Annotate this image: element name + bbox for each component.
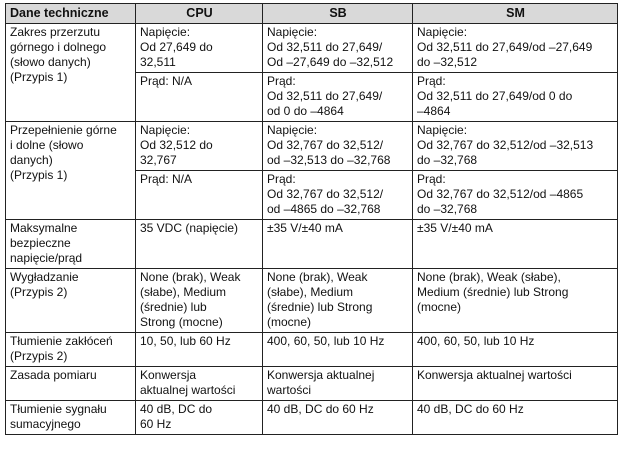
cell-sb: 40 dB, DC do 60 Hz (263, 401, 413, 435)
cell-cpu: None (brak), Weak (słabe), Medium (średnie) lub Strong (mocne) (136, 269, 263, 333)
row-label-max-safe: Maksymalne bezpieczne napięcie/prąd (6, 220, 136, 269)
header-technical-data: Dane techniczne (6, 4, 136, 24)
cell-sm: Konwersja aktualnej wartości (413, 367, 618, 401)
cell-cpu: Napięcie: Od 27,649 do 32,511 (136, 24, 263, 73)
table-row (6, 24, 618, 73)
cell-sm: Prąd: Od 32,511 do 27,649/od 0 do –4864 (413, 73, 618, 122)
cell-sb: None (brak), Weak (słabe), Medium (średnie) lub Strong (mocne) (263, 269, 413, 333)
row-label-smoothing: Wygładzanie (Przypis 2) (6, 269, 136, 333)
cell-cpu: Prąd: N/A (136, 171, 263, 220)
cell-cpu: Konwersja aktualnej wartości (136, 367, 263, 401)
row-label-common-mode: Tłumienie sygnału sumacyjnego (6, 401, 136, 435)
cell-cpu: 10, 50, lub 60 Hz (136, 333, 263, 367)
cell-cpu: Prąd: N/A (136, 73, 263, 122)
cell-sb: Napięcie: Od 32,511 do 27,649/ Od –27,649 do –32,512 (263, 24, 413, 73)
technical-data-table (5, 3, 618, 435)
cell-sb: ±35 V/±40 mA (263, 220, 413, 269)
table-row (6, 220, 618, 269)
cell-sb: Konwersja aktualnej wartości (263, 367, 413, 401)
cell-sm: Napięcie: Od 32,767 do 32,512/od –32,513 do –32,768 (413, 122, 618, 171)
table-row (6, 401, 618, 435)
header-sb: SB (263, 4, 413, 24)
cell-sm: 40 dB, DC do 60 Hz (413, 401, 618, 435)
cell-cpu: 35 VDC (napięcie) (136, 220, 263, 269)
cell-sm: Napięcie: Od 32,511 do 27,649/od –27,649 do –32,512 (413, 24, 618, 73)
table-header-row (6, 4, 618, 24)
cell-sb: Prąd: Od 32,511 do 27,649/ od 0 do –4864 (263, 73, 413, 122)
row-label-overflow: Przepełnienie górne i dolne (słowo danych) (Przypis 1) (6, 122, 136, 220)
table-row (6, 333, 618, 367)
cell-cpu: 40 dB, DC do 60 Hz (136, 401, 263, 435)
row-label-range: Zakres przerzutu górnego i dolnego (słowo danych) (Przypis 1) (6, 24, 136, 122)
header-sm: SM (413, 4, 618, 24)
cell-sb: 400, 60, 50, lub 10 Hz (263, 333, 413, 367)
cell-sm: None (brak), Weak (słabe), Medium (średnie) lub Strong (mocne) (413, 269, 618, 333)
table-row (6, 367, 618, 401)
cell-sm: 400, 60, 50, lub 10 Hz (413, 333, 618, 367)
table-row (6, 269, 618, 333)
cell-cpu: Napięcie: Od 32,512 do 32,767 (136, 122, 263, 171)
header-cpu: CPU (136, 4, 263, 24)
table-row (6, 122, 618, 171)
row-label-measurement-principle: Zasada pomiaru (6, 367, 136, 401)
cell-sm: Prąd: Od 32,767 do 32,512/od –4865 do –32,768 (413, 171, 618, 220)
row-label-noise-rejection: Tłumienie zakłóceń (Przypis 2) (6, 333, 136, 367)
cell-sb: Napięcie: Od 32,767 do 32,512/ od –32,513 do –32,768 (263, 122, 413, 171)
cell-sb: Prąd: Od 32,767 do 32,512/ od –4865 do –32,768 (263, 171, 413, 220)
cell-sm: ±35 V/±40 mA (413, 220, 618, 269)
